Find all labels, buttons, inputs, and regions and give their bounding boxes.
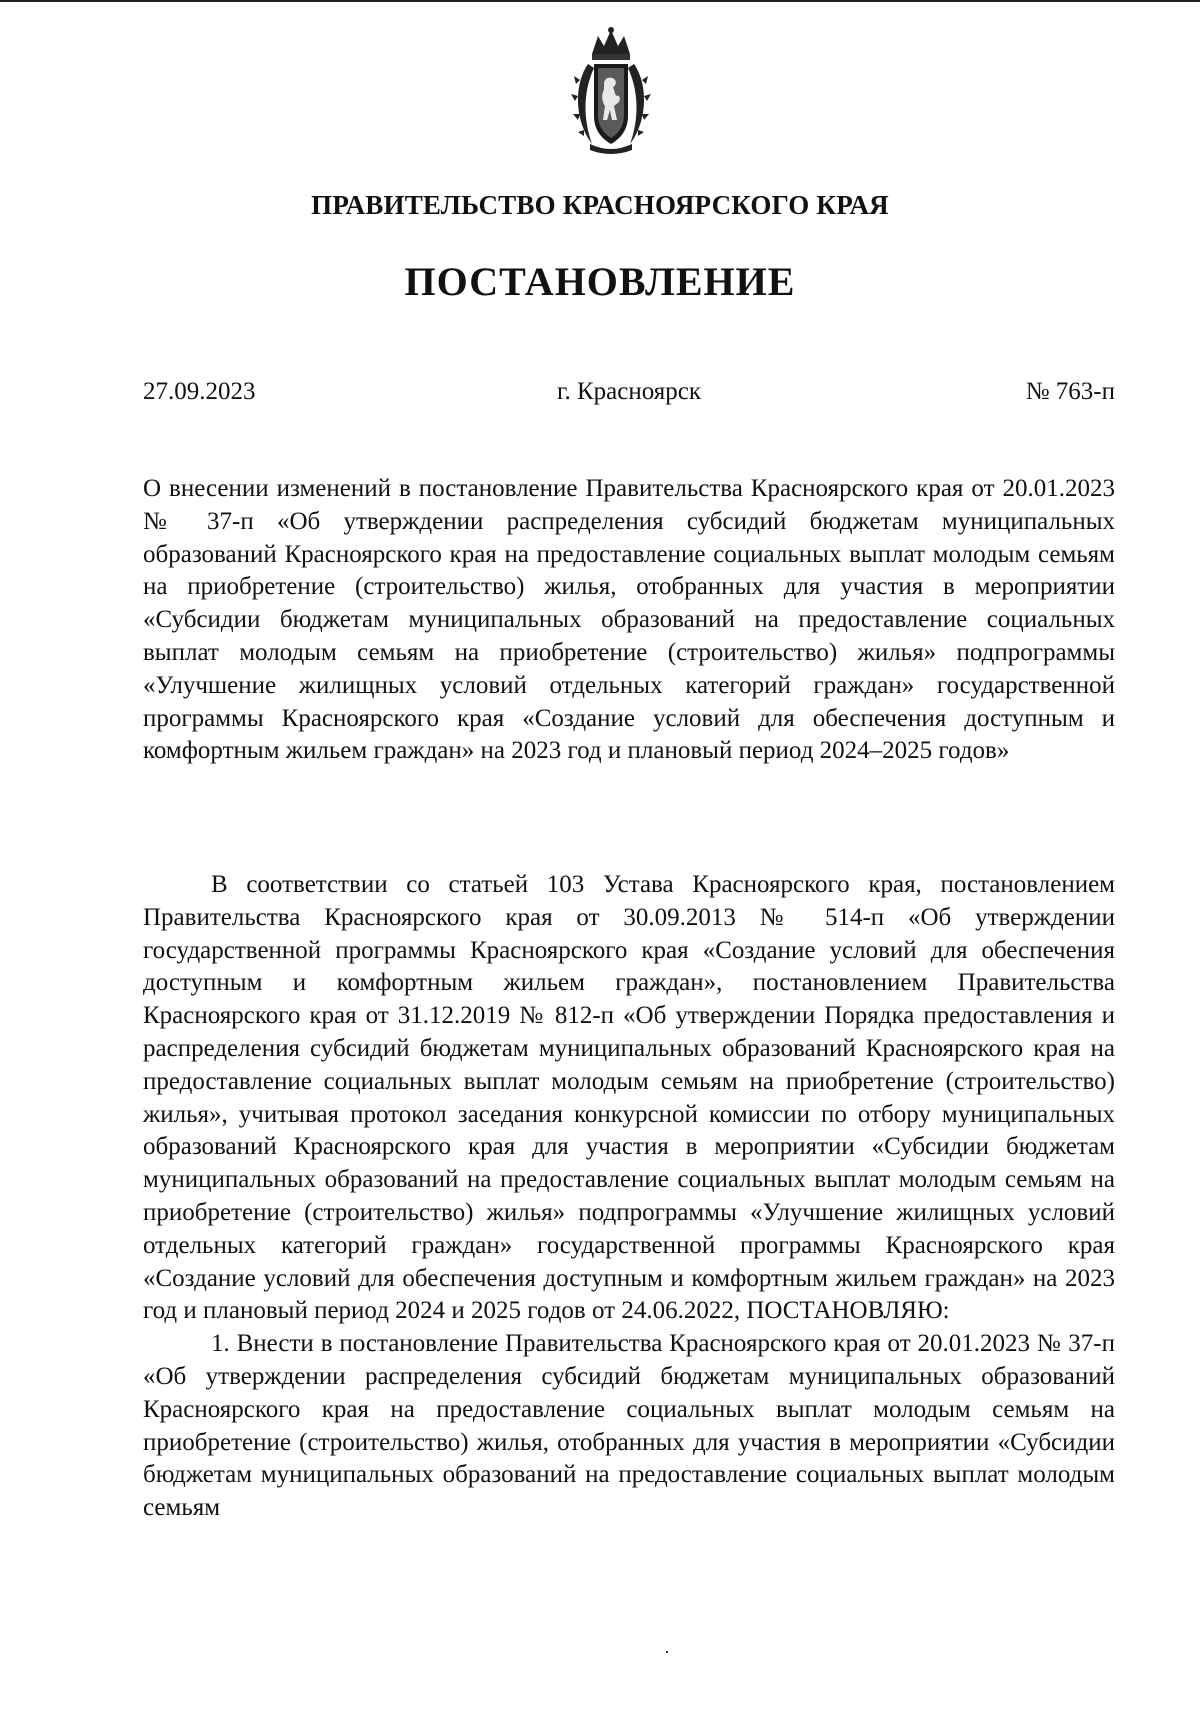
government-title: ПРАВИТЕЛЬСТВО КРАСНОЯРСКОГО КРАЯ	[311, 190, 889, 220]
document-meta-row	[143, 378, 1115, 412]
top-edge-rule	[0, 0, 1200, 2]
coat-of-arms-emblem-icon	[570, 24, 652, 156]
document-city: г. Красноярск	[557, 378, 701, 405]
page-mark-dot	[666, 1651, 668, 1653]
document-subject	[143, 473, 1115, 768]
document-type-title: ПОСТАНОВЛЕНИЕ	[404, 259, 796, 304]
item-1-paragraph: 1. Внести в постановление Правительства Красноярского края от 20.01.2023 № 37-п «Об утверждении распределения субсидий бюджетам муниципальных образований Красноярского края на предоставление социальных выплат молодым семьям на приобретение (строительство) жилья, отобранных для участия в мероприятии «Субсидии бюджетам муниципальных образований на предоставление социальных выплат молодым семьям	[143, 1330, 1115, 1522]
document-body	[143, 869, 1115, 1525]
subject-text: О внесении изменений в постановление Правительства Красноярского края от 20.01.2023 № 37-п «Об утверждении распределения субсидий бюджетам муниципальных образований Красноярского края на предоставление социальных выплат молодым семьям на приобретение (строительство) жилья, отобранных для участия в мероприятии «Субсидии бюджетам муниципальных образований на предоставление социальных выплат молодым семьям на приобретение (строительство) жилья» подпрограммы «Улучшение жилищных условий отдельных категорий граждан» государственной программы Красноярского края «Создание условий для обеспечения доступным и комфортным жильем граждан» на 2023 год и плановый период 2024–2025 годов»	[143, 475, 1115, 765]
document-number: № 763-п	[1025, 378, 1115, 405]
preamble-paragraph: В соответствии со статьей 103 Устава Красноярского края, постановлением Правительства Красноярского края от 30.09.2013 № 514-п «Об утверждении государственной программы Красноярского края «Создание условий для обеспечения доступным и комфортным жильем граждан», постановлением Правительства Красноярского края от 31.12.2019 № 812-п «Об утверждении Порядка предоставления и распределения субсидий бюджетам муниципальных образований Красноярского края на предоставление социальных выплат молодым семьям на приобретение (строительство) жилья», учитывая протокол заседания конкурсной комиссии по отбору муниципальных образований Красноярского края для участия в мероприятии «Субсидии бюджетам муниципальных образований на предоставление социальных выплат молодым семьям на приобретение (строительство) жилья» подпрограммы «Улучшение жилищных условий отдельных категорий граждан» государственной программы Красноярского края «Создание условий для обеспечения доступным и комфортным жильем граждан» на 2023 год и плановый период 2024 и 2025 годов от 24.06.2022, ПОСТАНОВЛЯЮ:	[143, 871, 1115, 1325]
document-date: 27.09.2023	[143, 378, 256, 405]
